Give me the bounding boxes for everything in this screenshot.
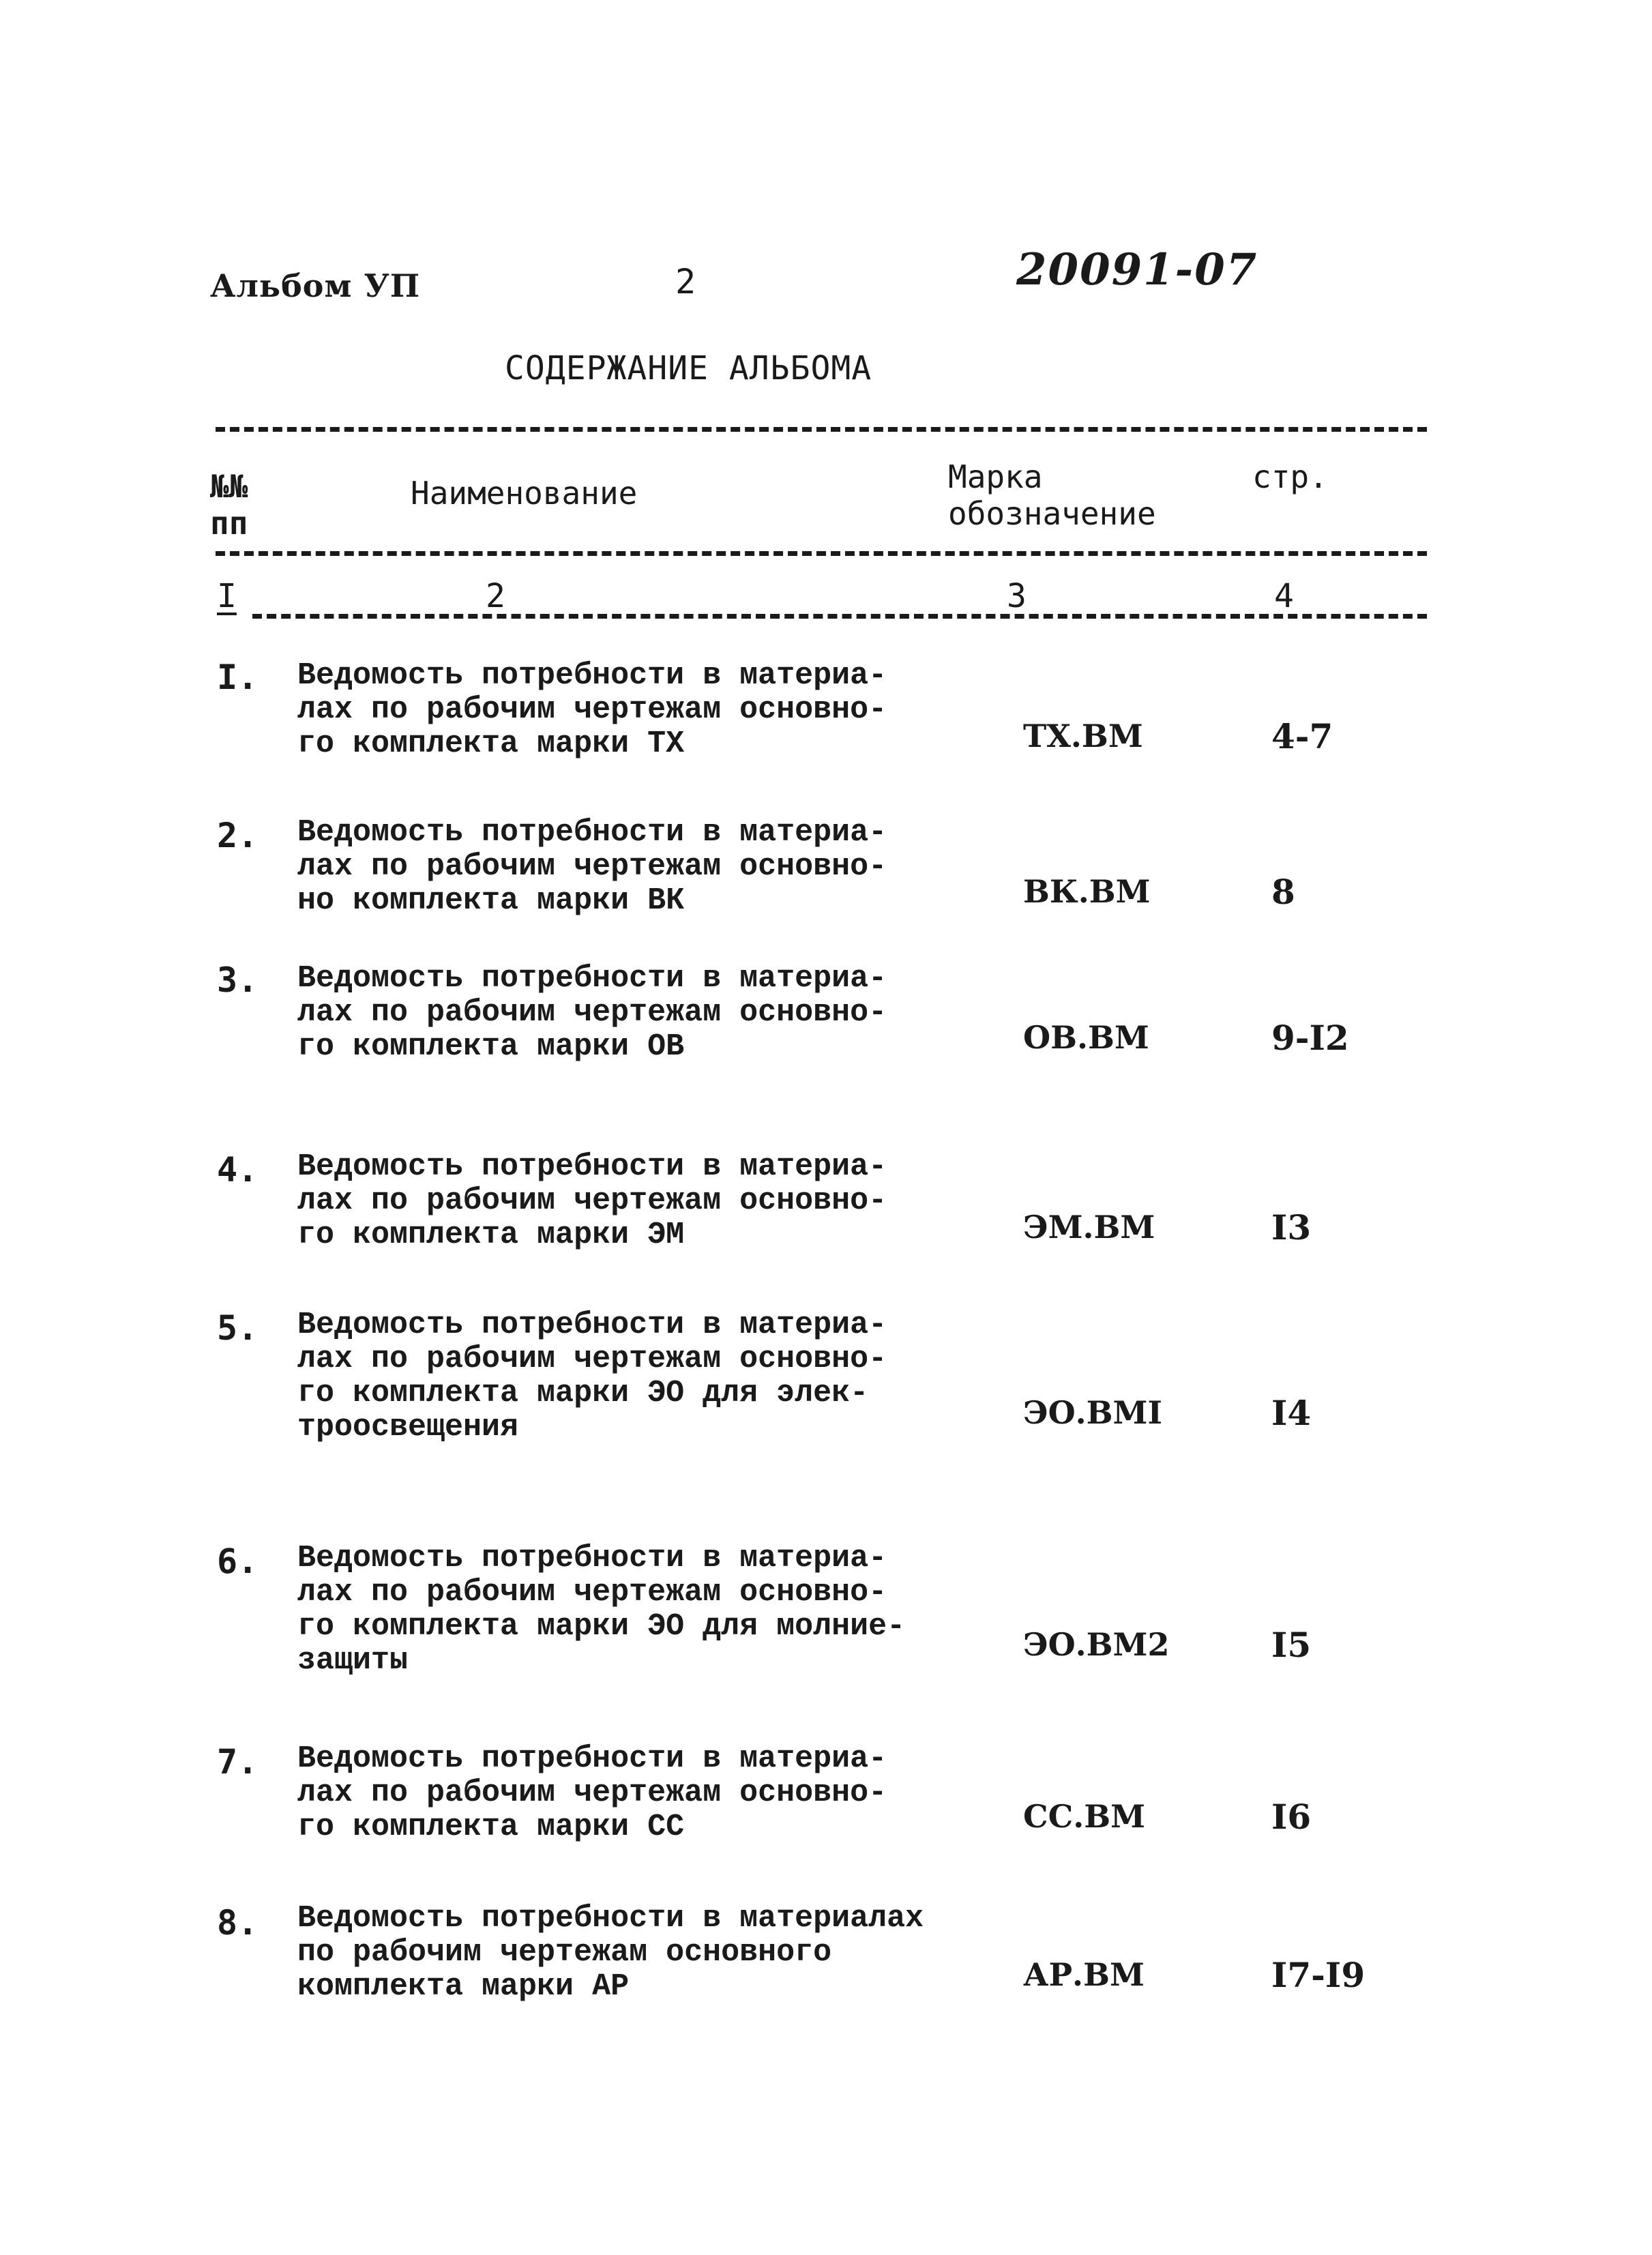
row-7-number: 7.: [217, 1742, 259, 1782]
row-2-number: 2.: [217, 816, 259, 855]
row-6-number: 6.: [217, 1542, 259, 1581]
row-3-name: Ведомость потребности в материа- лах по рабочим чертежам основно- го комплекта марки ОВ: [297, 961, 887, 1064]
column-index-1: I: [217, 577, 237, 615]
row-7-name: Ведомость потребности в материа- лах по рабочим чертежам основно- го комплекта марки СС: [297, 1741, 887, 1844]
row-5-mark: ЭО.ВМI: [1023, 1394, 1162, 1431]
index-row-rule: [252, 614, 1427, 619]
row-1-name: Ведомость потребности в материа- лах по рабочим чертежам основно- го комплекта марки ТХ: [297, 658, 887, 761]
header-bottom-rule: [216, 551, 1427, 556]
row-2-mark: ВК.ВМ: [1023, 873, 1151, 910]
column-header-number: №№ пп: [210, 468, 248, 542]
row-4-number: 4.: [217, 1150, 259, 1190]
row-6-name: Ведомость потребности в материа- лах по рабочим чертежам основно- го комплекта марки ЭО для молние- защиты: [297, 1541, 906, 1678]
row-6-page: I5: [1271, 1625, 1312, 1665]
row-2-page: 8: [1271, 872, 1295, 912]
page-number: 2: [675, 262, 696, 301]
column-index-2: 2: [486, 577, 505, 615]
page-title: СОДЕРЖАНИЕ АЛЬБОМА: [505, 349, 872, 387]
row-2-name: Ведомость потребности в материа- лах по рабочим чертежам основно- но комплекта марки ВК: [297, 815, 887, 918]
row-5-page: I4: [1271, 1393, 1312, 1433]
row-5-name: Ведомость потребности в материа- лах по рабочим чертежам основно- го комплекта марки ЭО для элек- троосвещения: [297, 1308, 887, 1445]
row-7-page: I6: [1271, 1797, 1312, 1837]
document-code: 20091-07: [1016, 244, 1258, 295]
row-4-mark: ЭМ.ВМ: [1023, 1209, 1155, 1246]
row-8-number: 8.: [217, 1903, 259, 1943]
column-index-4: 4: [1274, 577, 1294, 615]
column-header-mark: Марка обозначение: [948, 458, 1156, 532]
table-top-rule: [216, 427, 1427, 432]
row-3-page: 9-I2: [1271, 1018, 1349, 1058]
row-8-page: I7-I9: [1271, 1955, 1366, 1995]
row-8-mark: АР.ВМ: [1023, 1956, 1145, 1993]
row-7-mark: СС.ВМ: [1023, 1798, 1146, 1835]
row-4-name: Ведомость потребности в материа- лах по рабочим чертежам основно- го комплекта марки ЭМ: [297, 1149, 887, 1252]
column-index-3: 3: [1007, 577, 1027, 615]
column-header-page: стр.: [1252, 458, 1328, 495]
row-4-page: I3: [1271, 1207, 1312, 1248]
row-8-name: Ведомость потребности в материалах по рабочим чертежам основного комплекта марки АР: [297, 1901, 924, 2004]
row-1-number: I.: [217, 658, 259, 697]
row-1-mark: ТХ.ВМ: [1023, 718, 1143, 754]
album-label: Альбом УП: [210, 267, 421, 304]
row-3-mark: ОВ.ВМ: [1023, 1019, 1149, 1056]
row-1-page: 4-7: [1271, 716, 1333, 756]
row-6-mark: ЭО.ВМ2: [1023, 1626, 1170, 1663]
row-5-number: 5.: [217, 1308, 259, 1348]
row-3-number: 3.: [217, 960, 259, 1000]
column-header-name: Наименование: [411, 475, 638, 512]
